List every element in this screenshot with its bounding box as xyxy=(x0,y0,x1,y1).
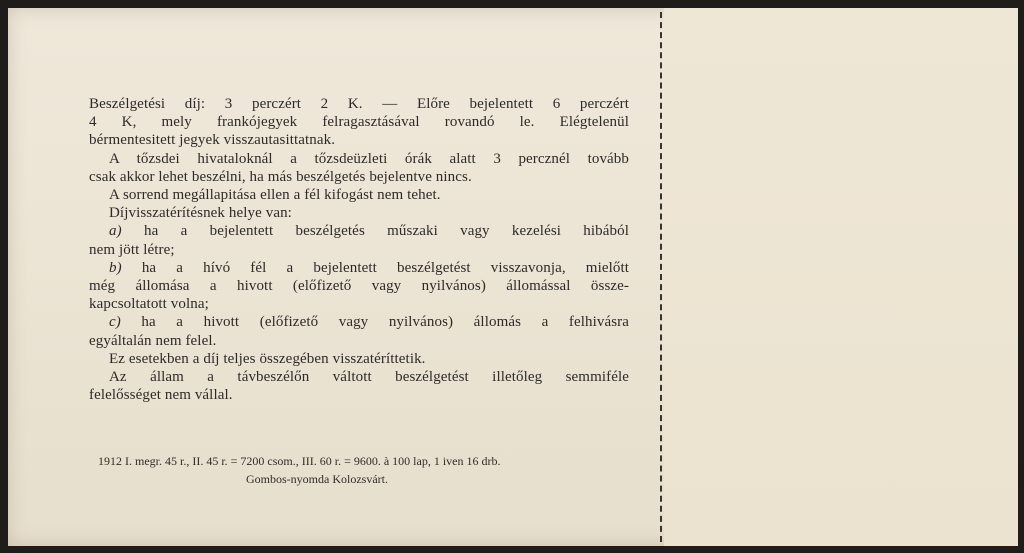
text-line: 4 K, mely frankójegyek felragasztásával rovandó le. Elégtelenül xyxy=(89,114,629,131)
text-line: Beszélgetési díj: 3 perczért 2 K. — Előre bejelentett 6 perczért xyxy=(89,96,629,112)
card-stub xyxy=(664,8,1018,546)
text-line: egyáltalán nem felel. xyxy=(89,332,217,349)
regulation-text xyxy=(89,95,629,404)
list-item-c-text: ha a hivott (előfizető vagy nyilvános) állomás a felhivásra xyxy=(141,314,629,331)
list-item-b xyxy=(89,259,629,277)
list-marker-a: a) xyxy=(109,223,122,240)
text-line: nem jött létre; xyxy=(89,241,175,258)
text-line: Díjvisszatérítésnek helye van: xyxy=(109,205,292,222)
text-line: felelősséget nem vállal. xyxy=(89,387,233,404)
text-line: még állomása a hivott (előfizető vagy nyilvános) állomással össze- xyxy=(89,278,629,295)
list-item-c xyxy=(89,313,629,331)
print-info: 1912 I. megr. 45 r., II. 45 r. = 7200 csom., III. 60 r. = 9600. à 100 lap, 1 iven 16 drb. xyxy=(98,454,501,468)
list-marker-c: c) xyxy=(109,314,121,331)
printer-name: Gombos-nyomda Kolozsvárt. xyxy=(246,472,388,486)
text-line: Az állam a távbeszélőn váltott beszélgetést illetőleg semmiféle xyxy=(109,369,629,386)
text-line: A sorrend megállapitása ellen a fél kifogást nem tehet. xyxy=(109,187,441,204)
perforation-line xyxy=(660,12,662,542)
print-footer xyxy=(98,452,628,488)
list-item-b-text: ha a hívó fél a bejelentett beszélgetést visszavonja, mielőtt xyxy=(141,259,629,276)
list-marker-b: b) xyxy=(109,259,122,276)
list-item-a-text: ha a bejelentett beszélgetés műszaki vagy kezelési hibából xyxy=(143,223,629,240)
text-line: A tőzsdei hivataloknál a tőzsdeüzleti órák alatt 3 percznél tovább xyxy=(109,150,629,167)
text-line: csak akkor lehet beszélni, ha más beszélgetés bejelentve nincs. xyxy=(89,168,472,185)
text-line: bérmentesitett jegyek visszautasittatnak. xyxy=(89,132,336,149)
list-item-a xyxy=(89,222,629,240)
card-document xyxy=(8,8,1018,546)
text-line: kapcsoltatott volna; xyxy=(89,296,209,313)
text-line: Ez esetekben a díj teljes összegében visszatéríttetik. xyxy=(109,350,426,367)
